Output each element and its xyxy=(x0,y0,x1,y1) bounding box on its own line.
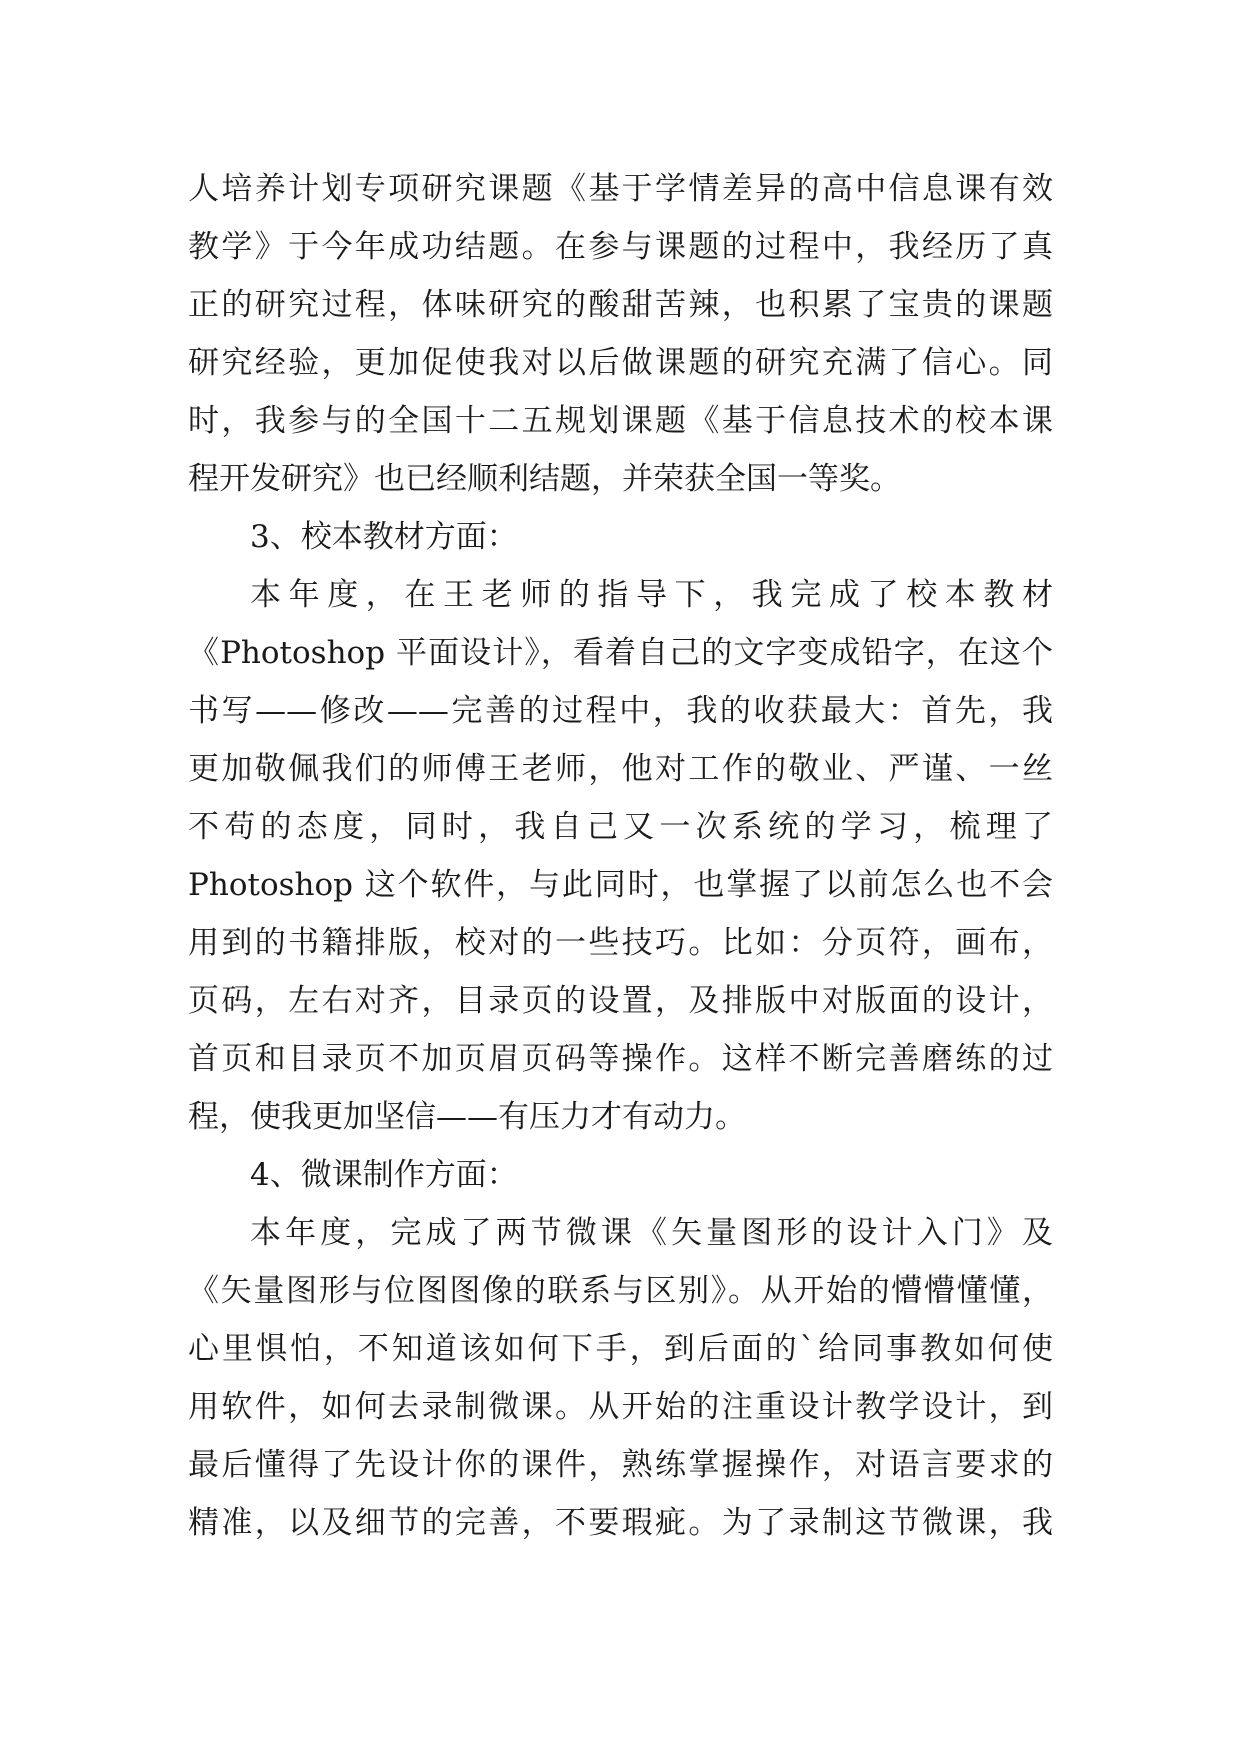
body-line: 不苟的态度，同时，我自己又一次系统的学习，梳理了 xyxy=(188,809,1053,845)
body-line: 研究经验，更加促使我对以后做课题的研究充满了信心。同 xyxy=(188,345,1053,381)
body-line: 《矢量图形与位图图像的联系与区别》。从开始的懵懵懂懂， xyxy=(188,1273,1053,1309)
document-body xyxy=(188,160,1053,1552)
body-line: 书写——修改——完善的过程中，我的收获最大：首先，我 xyxy=(188,693,1053,729)
body-line: 《Photoshop 平面设计》，看着自己的文字变成铅字，在这个 xyxy=(188,635,1053,671)
body-line: 最后懂得了先设计你的课件，熟练掌握操作，对语言要求的 xyxy=(188,1447,1053,1483)
body-line: 精准，以及细节的完善，不要瑕疵。为了录制这节微课，我 xyxy=(188,1505,1053,1541)
body-line: 程，使我更加坚信——有压力才有动力。 xyxy=(188,1099,746,1135)
body-line: 首页和目录页不加页眉页码等操作。这样不断完善磨练的过 xyxy=(188,1041,1053,1077)
section-heading: 3、校本教材方面： xyxy=(250,519,518,555)
section-heading: 4、微课制作方面： xyxy=(250,1157,518,1193)
body-line: 心里惧怕，不知道该如何下手，到后面的`给同事教如何使 xyxy=(188,1331,1053,1367)
body-line: 页码，左右对齐，目录页的设置，及排版中对版面的设计， xyxy=(188,983,1053,1019)
body-line: 本年度，在王老师的指导下，我完成了校本教材 xyxy=(250,577,1053,613)
body-line: Photoshop 这个软件，与此同时，也掌握了以前怎么也不会 xyxy=(188,867,1053,903)
body-line: 更加敬佩我们的师傅王老师，他对工作的敬业、严谨、一丝 xyxy=(188,751,1053,787)
body-line: 正的研究过程，体味研究的酸甜苦辣，也积累了宝贵的课题 xyxy=(188,287,1053,323)
body-line: 人培养计划专项研究课题《基于学情差异的高中信息课有效 xyxy=(188,171,1053,207)
body-line: 本年度，完成了两节微课《矢量图形的设计入门》及 xyxy=(250,1215,1053,1251)
body-line: 用到的书籍排版，校对的一些技巧。比如：分页符，画布， xyxy=(188,925,1053,961)
body-line: 时，我参与的全国十二五规划课题《基于信息技术的校本课 xyxy=(188,403,1053,439)
body-line: 教学》于今年成功结题。在参与课题的过程中，我经历了真 xyxy=(188,229,1053,265)
body-line: 用软件，如何去录制微课。从开始的注重设计教学设计，到 xyxy=(188,1389,1053,1425)
body-line: 程开发研究》也已经顺利结题，并荣获全国一等奖。 xyxy=(188,461,901,497)
